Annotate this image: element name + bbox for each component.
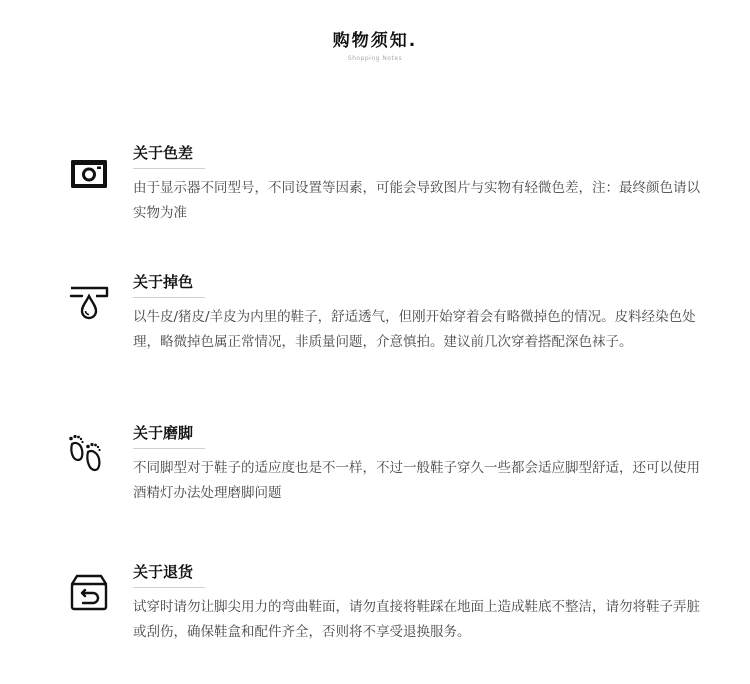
section-heading: 关于磨脚 [133, 424, 194, 442]
drip-icon [66, 281, 112, 327]
section-body: 不同脚型对于鞋子的适应度也是不一样，不过一般鞋子穿久一些都会适应脚型舒适，还可以使用酒精灯办法处理磨脚问题 [133, 460, 700, 501]
divider [133, 448, 205, 449]
page-header [0, 26, 750, 62]
divider [133, 297, 205, 298]
return-box-icon [66, 571, 112, 617]
divider [133, 168, 205, 169]
section-heading: 关于退货 [133, 563, 194, 581]
divider [133, 587, 205, 588]
section-body: 由于显示器不同型号，不同设置等因素，可能会导致图片与实物有轻微色差，注：最终颜色请以实物为准 [133, 180, 700, 221]
page-title: 购物须知. [332, 31, 418, 51]
section-heading: 关于掉色 [133, 273, 194, 291]
camera-icon [66, 152, 112, 198]
section-heading: 关于色差 [133, 144, 194, 162]
section-body: 以牛皮/猪皮/羊皮为内里的鞋子，舒适透气，但刚开始穿着会有略微掉色的情况。皮料经染色处理，略微掉色属正常情况，非质量问题，介意慎拍。建议前几次穿着搭配深色袜子。 [133, 309, 696, 350]
section-body: 试穿时请勿让脚尖用力的弯曲鞋面，请勿直接将鞋踩在地面上造成鞋底不整洁，请勿将鞋子弄脏或刮伤，确保鞋盒和配件齐全，否则将不享受退换服务。 [133, 599, 700, 640]
page-subtitle: Shopping Notes [347, 55, 403, 62]
footprints-icon [66, 430, 112, 476]
